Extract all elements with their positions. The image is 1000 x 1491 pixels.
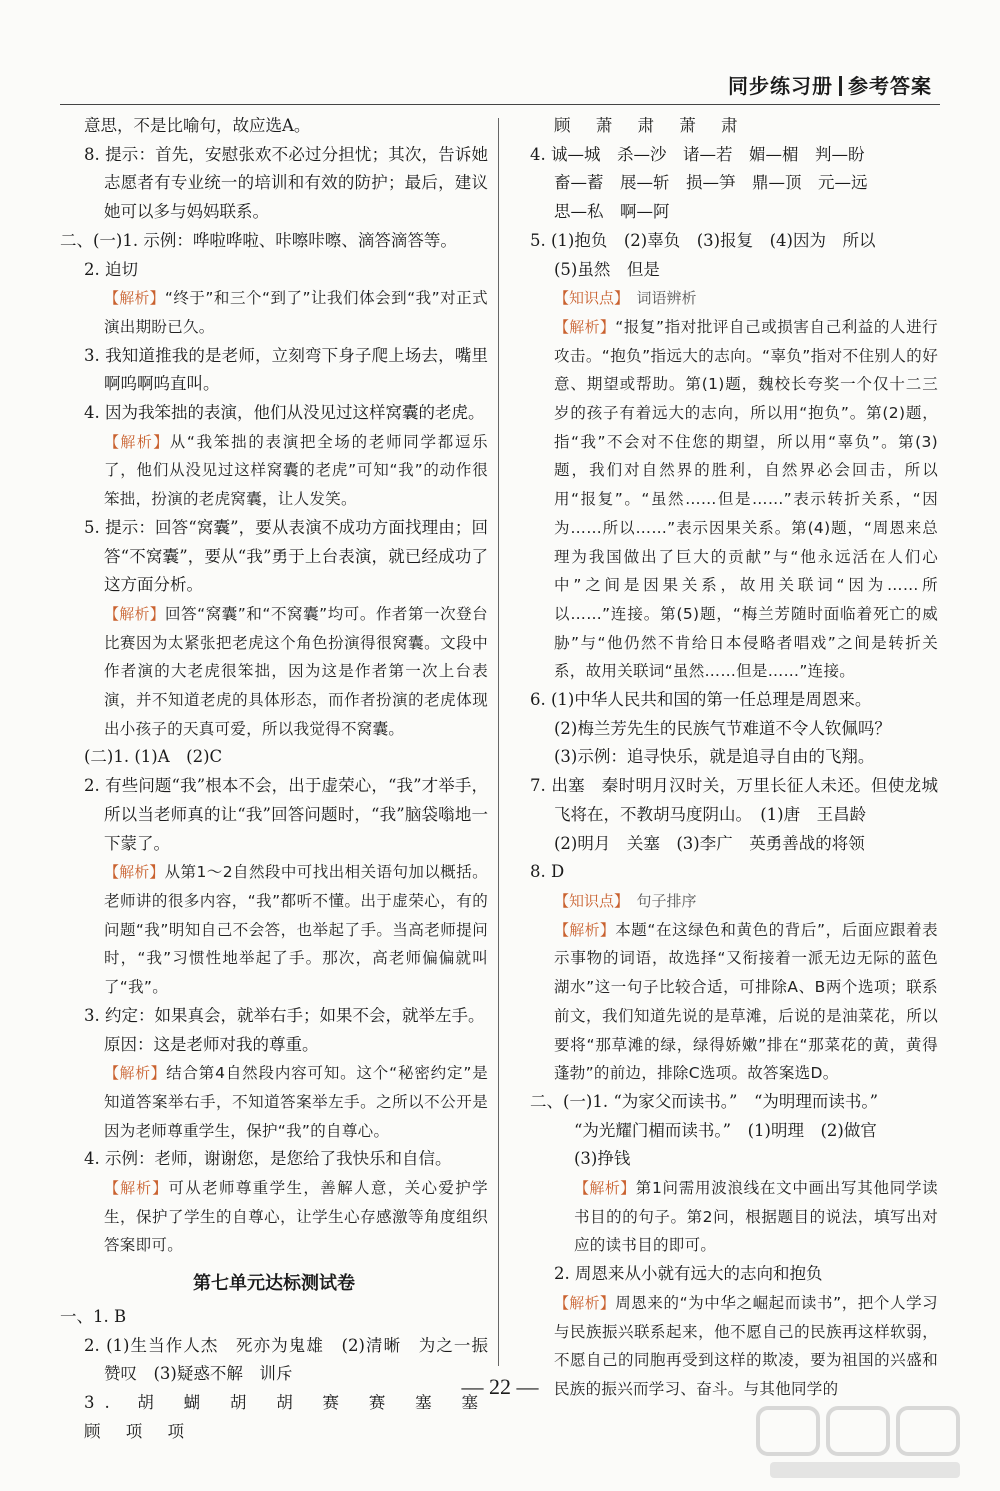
- explanation-paragraph: [60, 284, 488, 341]
- knowledge-point-text: 句子排序: [621, 891, 697, 910]
- explanation-paragraph: [60, 1174, 488, 1260]
- page-header: [728, 70, 932, 99]
- explanation-text: 回答“窝囊”和“不窝囊”均可。作者第一次登台比赛因为太紧张把老虎这个角色扮演得很窝囊。文段中作者演的大老虎很笨拙，因为这是作者第一次上台表演，并不知道老虎的具体形态，而作者扮演的老虎体现出小孩子的天真可爱，所以我觉得不窝囊。: [104, 604, 488, 738]
- answer-line: 二、(一)1. “为家父而读书。” “为明理而读书。”: [530, 1091, 879, 1111]
- watermark-logo: [750, 1400, 970, 1485]
- explanation-text: 周恩来的“为中华之崛起而读书”，把个人学习与民族振兴联系起来，他不愿自己的民族再这样软弱，不愿自己的同胞再受到这样的欺凌，要为祖国的兴盛和民族的振兴而学习、奋斗。与其他同学的: [554, 1293, 938, 1398]
- explanation-paragraph: [60, 858, 488, 1002]
- answer-line: 二、(一)1. 示例：哗啦哗啦、咔嚓咔嚓、滴答滴答等。: [60, 230, 457, 250]
- answer-line: 顾 萧 肃 萧 肃: [554, 116, 748, 135]
- page-number: — 22 —: [461, 1374, 539, 1399]
- answer-line: (3)示例：追寻快乐，就是追寻自由的飞翔。: [554, 747, 875, 767]
- explanation-paragraph: [530, 313, 938, 686]
- answer-line: 2. (1)生当作人杰 死亦为鬼雄 (2)清晰 为之一振 赞叹 (3)疑惑不解 训斥: [84, 1335, 505, 1384]
- answer-line: 6. (1)中华人民共和国的第一任总理是周恩来。: [530, 690, 872, 710]
- answer-line: 3. 约定：如果真会，就举右手；如果不会，就举左手。: [84, 1005, 485, 1025]
- answer-line: 5. (1)抱负 (2)辜负 (3)报复 (4)因为 所以: [530, 230, 876, 250]
- explanation-tag: 【解析】: [554, 1293, 616, 1312]
- explanation-paragraph: [530, 916, 938, 1088]
- answer-line: 3. 胡 蝴 胡 胡 赛 赛 塞 塞 顾 项 项: [84, 1392, 488, 1441]
- answer-line: (3)挣钱: [574, 1149, 631, 1169]
- explanation-tag: 【解析】: [554, 920, 616, 939]
- answer-line: 5. 提示：回答“窝囊”，要从表演不成功方面找理由；回答“不窝囊”，要从“我”勇于上台表演，就已经成功了这方面分析。: [84, 517, 488, 595]
- knowledge-point-tag: 【知识点】: [554, 289, 622, 308]
- knowledge-point-tag: 【知识点】: [554, 891, 622, 910]
- answer-line: 畜—蓄 展—斩 损—笋 鼎—顶 元—远: [554, 173, 868, 193]
- header-separator: [839, 76, 842, 96]
- explanation-tag: 【解析】: [104, 1064, 167, 1083]
- explanation-tag: 【解析】: [104, 1179, 169, 1198]
- explanation-text: 第1问需用波浪线在文中画出写其他同学读书目的的句子。第2问，根据题目的说法，填写出对应的读书目的即可。: [574, 1179, 938, 1255]
- answer-line: 8. 提示：首先，安慰张欢不必过分担忧；其次，告诉她志愿者有专业统一的培训和有效的防护；最后，建议她可以多与妈妈联系。: [84, 144, 488, 222]
- answer-line: “为光耀门楣而读书。” (1)明理 (2)做官: [574, 1120, 877, 1140]
- explanation-tag: 【解析】: [554, 317, 616, 336]
- explanation-tag: 【解析】: [104, 432, 170, 451]
- section-heading: 第七单元达标测试卷: [193, 1273, 355, 1295]
- answer-line: 4. 因为我笨拙的表演，他们从没见过这样窝囊的老虎。: [84, 403, 485, 423]
- right-column: [530, 112, 938, 1404]
- explanation-text: 可从老师尊重学生，善解人意，关心爱护学生，保护了学生的自尊心，让学生心存感激等角度组织答案即可。: [104, 1179, 488, 1255]
- explanation-paragraph: [60, 1059, 488, 1145]
- answer-line: 7. 出塞 秦时明月汉时关，万里长征人未还。但使龙城飞将在，不教胡马度阴山。 (1)唐 王昌龄: [530, 776, 938, 824]
- answer-line: 2. 有些问题“我”根本不会，出于虚荣心，“我”才举手，所以当老师真的让“我”回答问题时，“我”脑袋嗡地一下蒙了。: [84, 776, 488, 853]
- knowledge-point: [530, 887, 938, 916]
- answer-line: 原因：这是老师对我的尊重。: [104, 1034, 319, 1054]
- section-title: 参考答案: [848, 74, 932, 98]
- explanation-tag: 【解析】: [104, 289, 165, 308]
- explanation-text: “终于”和三个“到了”让我们体会到“我”对正式演出期盼已久。: [104, 289, 488, 336]
- answer-line: 2. 迫切: [84, 259, 138, 279]
- answer-line: 2. 周恩来从小就有远大的志向和抱负: [554, 1264, 823, 1284]
- explanation-tag: 【解析】: [104, 863, 165, 882]
- explanation-paragraph: [60, 428, 488, 514]
- explanation-paragraph: [530, 1174, 938, 1260]
- answer-line: (5)虽然 但是: [554, 259, 660, 279]
- explanation-text: 从第1～2自然段中可找出相关语句加以概括。老师讲的很多内容，“我”都听不懂。出于虚荣心，有的问题“我”明知自己不会答，也举起了手。当高老师提问时，“我”习惯性地举起了手。那次，高老师偏偏就叫了“我”。: [104, 863, 488, 997]
- answer-line: (2)梅兰芳先生的民族气节难道不令人钦佩吗？: [554, 718, 891, 738]
- header-rule: [60, 104, 940, 105]
- answer-line: 一、1. B: [60, 1306, 127, 1326]
- explanation-tag: 【解析】: [574, 1179, 636, 1198]
- answer-line: 4. 诚—城 杀—沙 诸—若 媚—楣 判—盼: [530, 144, 865, 164]
- answer-line: 8. D: [530, 862, 565, 882]
- book-title: 同步练习册: [728, 74, 833, 98]
- explanation-text: 从“我笨拙的表演把全场的老师同学都逗乐了，他们从没见过这样窝囊的老虎”可知“我”的动作很笨拙，扮演的老虎窝囊，让人发笑。: [104, 432, 488, 509]
- knowledge-point-text: 词语辨析: [621, 289, 697, 308]
- answer-line: 意思，不是比喻句，故应选A。: [84, 116, 311, 135]
- answer-line: 3. 我知道推我的是老师，立刻弯下身子爬上场去，嘴里啊呜啊呜直叫。: [84, 345, 488, 394]
- answer-line: 思—私 啊—阿: [554, 202, 670, 222]
- answer-line: (2)明月 关塞 (3)李广 英勇善战的将领: [554, 833, 865, 853]
- explanation-text: “报复”指对批评自己或损害自己利益的人进行攻击。“抱负”指远大的志向。“辜负”指对不住别人的好意、期望或帮助。第(1)题，魏校长夸奖一个仅十二三岁的孩子有着远大的志向，所以用“抱负”。第(2)题，指“我”不会对不住您的期望，所以用“辜负”。第(3)题，我们对自然界的胜利，自然界必会回击，所以用“报复”。“虽然……但是……”表示转折关系，“因为……所以……”表示因果关系。第(4)题，“周恩来总理为我国做出了巨大的贡献”与“他永远活在人们心中”之间是因果关系，故用关联词“因为……所以……”连接。第(5)题，“梅兰芳随时面临着死亡的威胁”与“他仍然不肯给日本侵略者唱戏”之间是转折关系，故用关联词“虽然……但是……”连接。: [554, 317, 938, 681]
- knowledge-point: [530, 284, 938, 313]
- explanation-tag: 【解析】: [104, 604, 166, 623]
- answer-line: 4. 示例：老师，谢谢您，是您给了我快乐和自信。: [84, 1149, 452, 1169]
- explanation-text: 本题“在这绿色和黄色的背后”，后面应跟着表示事物的词语，故选择“又衔接着一派无边无际的蓝色湖水”这一句子比较合适，可排除A、B两个选项；联系前文，我们知道先说的是草滩，后说的是油菜花，所以要将“那草滩的绿，绿得娇嫩”排在“那菜花的黄，黄得蓬勃”的前边，排除C选项。故答案选D。: [554, 920, 938, 1083]
- column-divider: [498, 118, 499, 1366]
- explanation-paragraph: [60, 600, 488, 744]
- answer-line: (二)1. (1)A (2)C: [84, 747, 223, 767]
- explanation-text: 结合第4自然段内容可知。这个“秘密约定”是知道答案举右手，不知道答案举左手。之所以不公开是因为老师尊重学生，保护“我”的自尊心。: [104, 1064, 488, 1140]
